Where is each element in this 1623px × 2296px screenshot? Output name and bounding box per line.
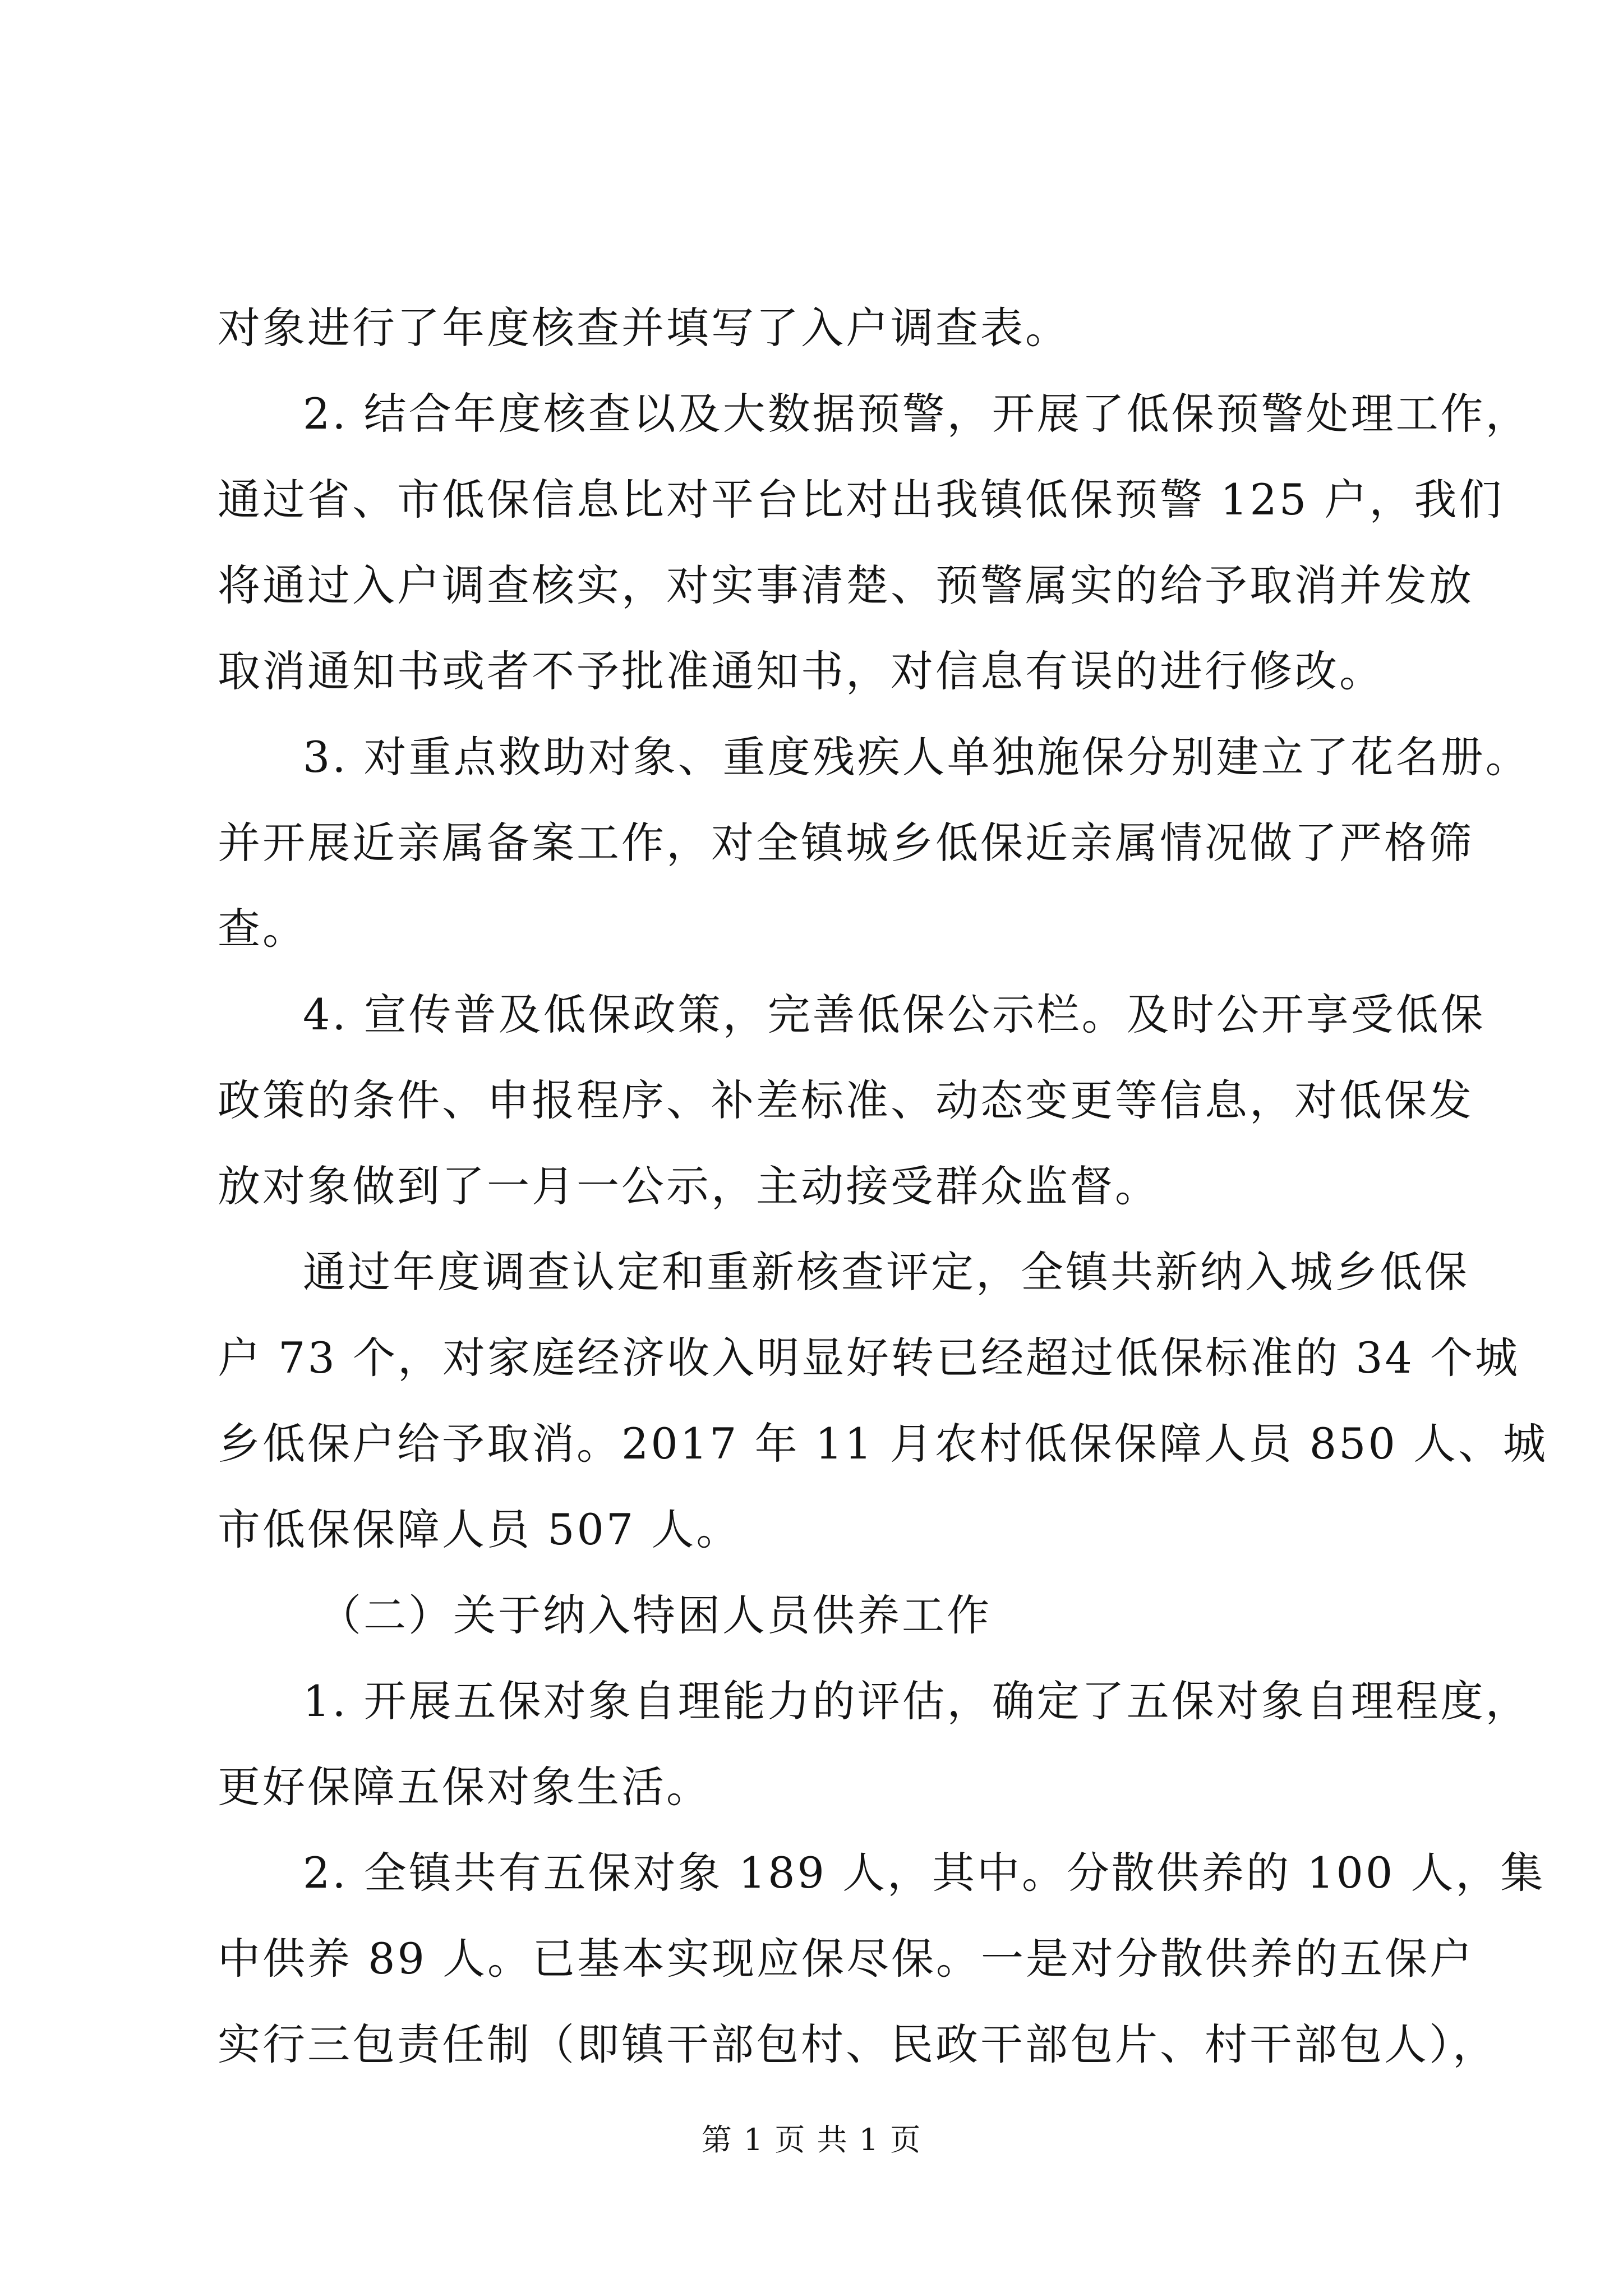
text-line: 对象进行了年度核查并填写了入户调查表。 <box>218 303 1070 353</box>
text-line: 乡低保户给予取消。2017 年 11 月农村低保保障人员 850 人、城 <box>218 1419 1548 1469</box>
text-line: 中供养 89 人。已基本实现应保尽保。一是对分散供养的五保户 <box>218 1934 1475 1984</box>
text-line: 1. 开展五保对象自理能力的评估，确定了五保对象自理程度， <box>303 1676 1530 1726</box>
text-line: 查。 <box>218 904 307 954</box>
text-line: 放对象做到了一月一公示，主动接受群众监督。 <box>218 1161 1160 1211</box>
text-line: 4. 宣传普及低保政策，完善低保公示栏。及时公开享受低保 <box>303 990 1486 1039</box>
text-line: 2. 全镇共有五保对象 189 人，其中。分散供养的 100 人，集 <box>303 1848 1546 1898</box>
text-line: 更好保障五保对象生活。 <box>218 1762 711 1812</box>
section-heading: （二）关于纳入特困人员供养工作 <box>319 1590 992 1640</box>
text-line: 实行三包责任制（即镇干部包村、民政干部包片、村干部包人）， <box>218 2019 1497 2069</box>
text-line: 2. 结合年度核查以及大数据预警，开展了低保预警处理工作， <box>303 389 1530 439</box>
text-line: 并开展近亲属备案工作，对全镇城乡低保近亲属情况做了严格筛 <box>218 818 1474 868</box>
text-line: 通过年度调查认定和重新核查评定，全镇共新纳入城乡低保 <box>303 1247 1469 1297</box>
text-line: 将通过入户调查核实，对实事清楚、预警属实的给予取消并发放 <box>218 560 1474 610</box>
text-line: 3. 对重点救助对象、重度残疾人单独施保分别建立了花名册。 <box>303 732 1530 782</box>
text-line: 市低保保障人员 507 人。 <box>218 1504 741 1554</box>
text-line: 政策的条件、申报程序、补差标准、动态变更等信息，对低保发 <box>218 1075 1474 1125</box>
text-line: 户 73 个，对家庭经济收入明显好转已经超过低保标准的 34 个城 <box>218 1333 1520 1383</box>
page-number-footer: 第 1 页 共 1 页 <box>701 2122 922 2157</box>
text-line: 取消通知书或者不予批准通知书，对信息有误的进行修改。 <box>218 646 1384 696</box>
text-line: 通过省、市低保信息比对平台比对出我镇低保预警 125 户，我们 <box>218 475 1504 524</box>
